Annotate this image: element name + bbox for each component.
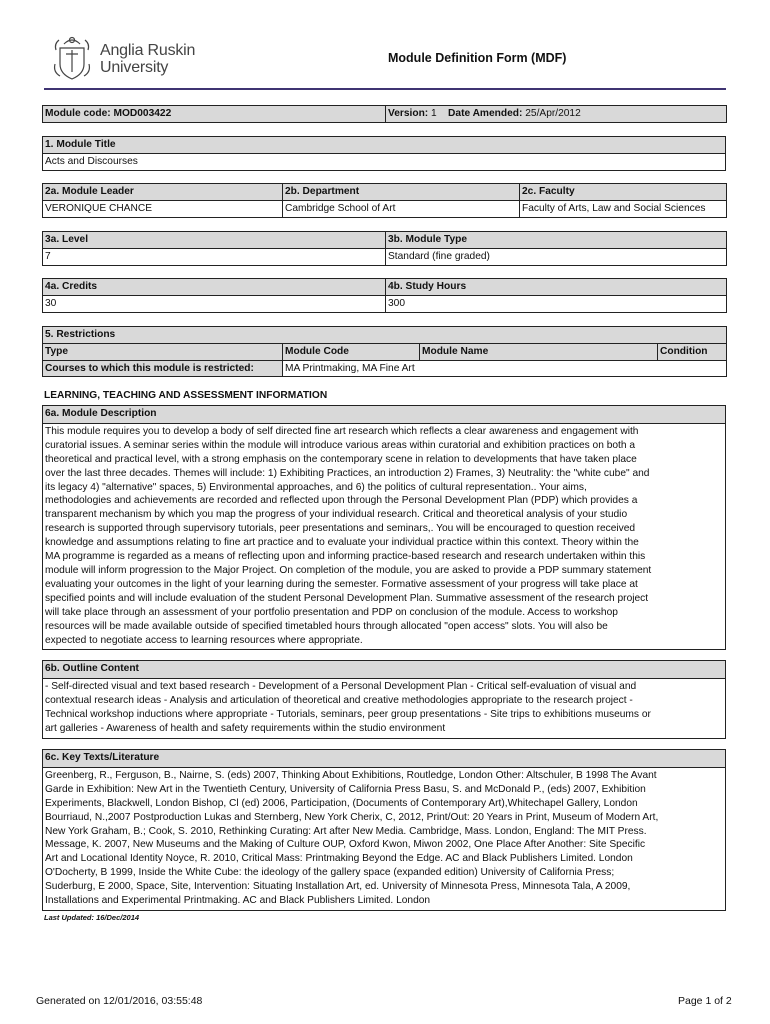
description-line: knowledge and assumptions relating to fine art practice and to evaluate your individual practice within this context. Theory within the	[45, 537, 639, 549]
literature-line: Message, K. 2007, New Museums and the Making of Culture OUP, Oxford Kwon, Miwon 2002, One Place After Another: Site Specific	[45, 839, 646, 851]
version-label: Version:	[388, 108, 429, 119]
description-line: its legacy 4) "alternative" spaces, 5) Environmental approaches, and 6) the politics of cultural representation.. Your aims,	[45, 481, 587, 493]
generated-timestamp: Generated on 12/01/2016, 03:55:48	[36, 995, 203, 1007]
literature-line: New York Graham, B.; Cook, S. 2010, Rethinking Curating: Art after New Media. Cambridge, Mass. London, England: The MIT Press.	[45, 825, 647, 837]
page-number: Page 1 of 2	[678, 995, 732, 1007]
module-description-table	[42, 405, 726, 650]
description-line: research is supported through supervisory tutorials, peer presentations and seminars,. You will be encouraged to question received	[45, 523, 636, 535]
literature-line: O'Docherty, B 1999, Inside the White Cube: the ideology of the gallery space (expanded edition) University of California Press;	[45, 867, 615, 879]
date-amended-value: 25/Apr/2012	[525, 108, 581, 119]
outline-line: - Self-directed visual and text based research - Development of a Personal Development Plan - Critical self-evaluation of visual and	[45, 680, 637, 692]
version-cell	[386, 106, 727, 123]
literature-line: Garde in Exhibition: New Art in the Twentieth Century, University of California Press Basu, S. and McDonald P., (eds) 2007, Exhibition	[45, 783, 646, 795]
outline-content-heading: 6b. Outline Content	[43, 661, 726, 679]
description-line: evaluating your outcomes in the light of your learning during the semester. Formative assessment of your progress will take place at	[45, 578, 638, 590]
form-title: Module Definition Form (MDF)	[388, 51, 567, 65]
module-description-body	[43, 423, 726, 650]
faculty-value: Faculty of Arts, Law and Social Sciences	[520, 200, 727, 217]
level-heading: 3a. Level	[43, 232, 386, 249]
logo-line-1: Anglia Ruskin	[100, 42, 196, 59]
module-leader-heading: 2a. Module Leader	[43, 184, 283, 201]
description-line: over the last three decades. Themes will include: 1) Exhibiting Practices, an introduction 2) Frames, 3) Neutrality: the "white cube" and	[45, 467, 650, 479]
restrictions-heading: 5. Restrictions	[43, 327, 727, 344]
level-table	[42, 231, 727, 266]
key-texts-table	[42, 749, 726, 911]
description-line: module will inform progression to the Major Project. On completion of the module, you are asked to provide a PDP summary statement	[45, 564, 652, 576]
department-value: Cambridge School of Art	[283, 200, 520, 217]
date-amended-label: Date Amended:	[448, 108, 523, 119]
outline-line: contextual research ideas - Analysis and articulation of theoretical and creative methodologies appropriate to the research project -	[45, 694, 633, 706]
literature-line: Bourriaud, N.,2007 Postproduction Lukas and Sternberg, New York Cherix, C, 2012, Print/Out: 20 Years in Print, Museum of Modern Art,	[45, 811, 659, 823]
description-line: specified points and will include evaluation of the student Personal Development Plan. Summative assessment of the research project	[45, 592, 649, 604]
faculty-heading: 2c. Faculty	[520, 184, 727, 201]
version-value: 1	[431, 108, 437, 119]
lta-heading: LEARNING, TEACHING AND ASSESSMENT INFORMATION	[44, 390, 328, 401]
module-type-value: Standard (fine graded)	[386, 248, 727, 265]
module-code-value: MOD003422	[113, 108, 172, 119]
credits-heading: 4a. Credits	[43, 279, 386, 296]
literature-line: Experiments, Blackwell, London Bishop, Cl (ed) 2006, Participation, (Documents of Contemporary Art),Whitechapel Gallery, London	[45, 797, 638, 809]
module-description-heading: 6a. Module Description	[43, 406, 726, 424]
description-line: This module requires you to develop a body of self directed fine art research which reflects a clear awareness and engagement with	[45, 425, 639, 437]
module-leader-value: VERONIQUE CHANCE	[43, 200, 283, 217]
module-type-heading: 3b. Module Type	[386, 232, 727, 249]
logo-line-2: University	[100, 59, 169, 76]
key-texts-heading: 6c. Key Texts/Literature	[43, 750, 726, 768]
university-logo	[52, 34, 212, 84]
module-meta-table	[42, 105, 727, 123]
description-line: methodologies and achievements are recorded and reflected upon through the Personal Development Plan (PDP) which provides a	[45, 495, 638, 507]
restriction-col-condition: Condition	[658, 343, 727, 360]
credits-value: 30	[43, 295, 386, 312]
restriction-row-label: Courses to which this module is restricted:	[43, 360, 283, 377]
credits-table	[42, 278, 727, 313]
literature-line: Installations and Experimental Printmaking. AC and Black Publishers Limited. London	[45, 895, 431, 907]
university-name	[100, 42, 195, 76]
description-line: theoretical and practical level, with a strong emphasis on the contemporary scene in relation to developments that have taken place	[45, 453, 637, 465]
leader-table	[42, 183, 727, 218]
last-updated: Last Updated: 16/Dec/2014	[44, 913, 140, 922]
literature-line: Suderburg, E 2000, Space, Site, Intervention: Situating Installation Art, ed. University of Minnesota Press, Minnesota Tala, A 2009,	[45, 881, 631, 893]
outline-content-body	[43, 678, 726, 738]
module-code-label: Module code:	[45, 108, 111, 119]
description-line: will take place through an assessment of your portfolio presentation and PDP on conclusion of the module. Access to workshop	[45, 606, 618, 618]
level-value: 7	[43, 248, 386, 265]
department-heading: 2b. Department	[283, 184, 520, 201]
restriction-col-type: Type	[43, 343, 283, 360]
description-line: MA programme is regarded as a means of reflecting upon and informing practice-based research and research undertaken within this	[45, 551, 646, 563]
crest-icon	[52, 34, 92, 82]
module-title-table	[42, 136, 726, 171]
outline-line: art galleries - Awareness of health and safety requirements within the studio environment	[45, 722, 446, 734]
literature-line: Greenberg, R., Ferguson, B., Nairne, S. (eds) 2007, Thinking About Exhibitions, Routledge, London Other: Altschuler, B 1998 The Avant	[45, 769, 657, 781]
restriction-col-code: Module Code	[283, 343, 420, 360]
description-line: expected to negotiate access to learning resources where appropriate.	[45, 634, 363, 646]
description-line: transparent mechanism by which you map the progress of your individual research. Critical and theoretical analysis of your studio	[45, 509, 628, 521]
restriction-row-value: MA Printmaking, MA Fine Art	[283, 360, 727, 377]
outline-content-table	[42, 660, 726, 739]
module-title-heading: 1. Module Title	[43, 137, 726, 154]
description-line: curatorial issues. A seminar series within the module will introduce various areas within curatorial and exhibition practices on both a	[45, 439, 636, 451]
key-texts-body	[43, 767, 726, 910]
study-hours-heading: 4b. Study Hours	[386, 279, 727, 296]
module-code-cell	[43, 106, 386, 123]
restrictions-table	[42, 326, 727, 377]
study-hours-value: 300	[386, 295, 727, 312]
description-line: resources will be made available outside of specified timetabled hours through allocated "open access" slots. You will also be	[45, 620, 608, 632]
literature-line: Art and Locational Identity Noyce, R. 2010, Critical Mass: Printmaking Beyond the Edge. AC and Black Publishers Limited. London	[45, 853, 633, 865]
outline-line: Technical workshop inductions where appropriate - Tutorials, seminars, peer group presentations - Site trips to exhibitions museums or	[45, 708, 651, 720]
module-title-value: Acts and Discourses	[43, 153, 726, 170]
page-header	[44, 34, 726, 90]
restriction-col-name: Module Name	[420, 343, 658, 360]
